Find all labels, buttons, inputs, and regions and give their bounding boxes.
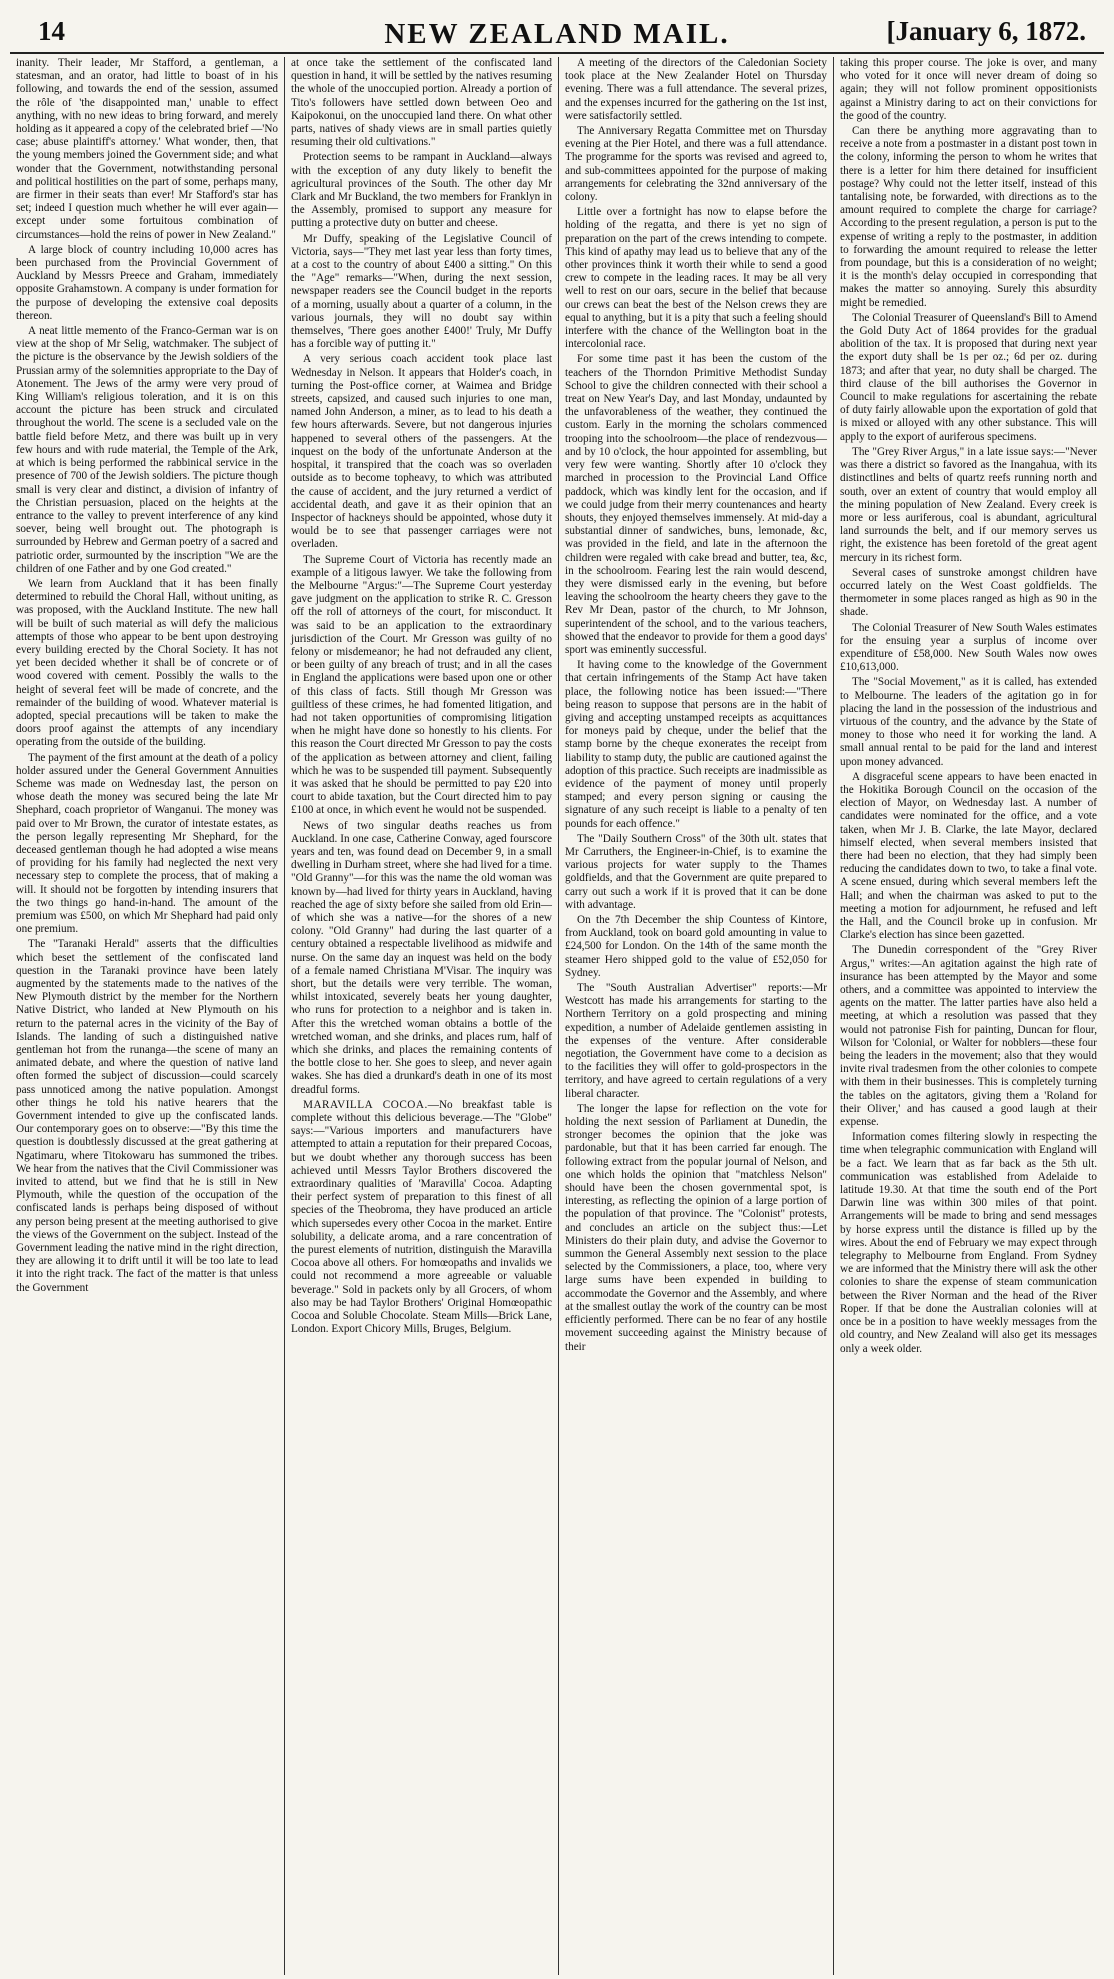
article-paragraph: Can there be anything more aggravating than to receive a note from a postmaster in a distant post town in the colony, informing the person to whom he writes that there is a letter for him there detained for insufficient postage? Why could not the letter itself, instead of this tantalising note, be forwarded, with directions as to the amount required to complete the charge for carriage? According to the present regulation, a person is put to the expense of writing a reply to the postmaster, in addition to forwarding the amount required to release the letter from poundage, but this is a consideration of no weight; it is the month's delay occupied in corresponding that makes the matter so annoying. Surely this absurdity might be remedied. (840, 125, 1097, 309)
article-paragraph: A meeting of the directors of the Caledonian Society took place at the New Zealander Hotel on Thursday evening. There was a full attendance. The several prizes, and the expenses incurred for the gathering on the 1st inst, were satisfactorily settled. (565, 57, 827, 122)
article-paragraph: On the 7th December the ship Countess of Kintore, from Auckland, took on board gold amounting in value to £24,500 for London. On the 14th of the same month the steamer Hero shipped gold to the value of £52,050 for Sydney. (565, 914, 827, 979)
notice-heading: MARAVILLA COCOA. (303, 1098, 428, 1111)
column-4 (833, 57, 1103, 1975)
notice-text: —No breakfast table is complete without this delicious beverage.—The "Globe" says:—"Various importers and manufacturers have attempted to attain a reputation for their prepared Cocoas, but we doubt whether any thorough success has been achieved until Messrs Taylor Brothers discovered the extraordinary qualities of 'Maravilla' Cocoa. Adapting their perfect system of preparation to this finest of all species of the Theobroma, they have produced an article which supersedes every other Cocoa in the market. Entire solubility, a delicate aroma, and a rare concentration of the purest elements of nutrition, distinguish the Maravilla Cocoa above all others. For homœopaths and invalids we could not recommend a more agreeable or valuable beverage." Sold in packets only by all Grocers, of whom also may be had Taylor Brothers' Original Homœopathic Cocoa and Soluble Chocolate. Steam Mills—Brick Lane, London. Export Chicory Mills, Bruges, Belgium. (291, 1098, 552, 1336)
article-paragraph: at once take the settlement of the confiscated land question in hand, it will be settled by the natives resuming the whole of the unoccupied portion. Already a portion of Tito's followers have settled down between Oeo and Kaipokonui, on the unoccupied land there. On what other parts, natives of shady views are in small parties quietly resuming their old cultivations." (291, 57, 552, 149)
newspaper-title: NEW ZEALAND MAIL. (384, 18, 730, 50)
article-paragraph: taking this proper course. The joke is over, and many who voted for it once will never dream of doing so again; they will not follow prominent oppositionists against a Ministry daring to act on their convictions for the good of the country. (840, 57, 1097, 122)
article-paragraph: News of two singular deaths reaches us from Auckland. In one case, Catherine Conway, aged fourscore years and ten, was found dead on December 9, in a small dwelling in Durham street, where she had lived for a time. "Old Granny"—for this was the name the old woman was known by—had lived for thirty years in Auckland, having reached the age of sixty before she sailed from old Erin—of which she was a native—for the shores of a new colony. "Old Granny" had during the last quarter of a century obtained a respectable livelihood as midwife and nurse. On the same day an inquest was held on the body of a female named Christiana M'Visar. The inquiry was short, but the details were very terrible. The woman, whilst intoxicated, severely beats her young daughter, who runs for protection to a neighbor and is taken in. After this the wretched woman obtains a bottle of the wretched woman, and she drinks, and places rum, half of which she drinks, and places the remaining contents of the bottle close to her. She goes to sleep, and never again wakes. She has died a drunkard's death in one of its most dreadful forms. (291, 819, 552, 1096)
article-paragraph: The "Daily Southern Cross" of the 30th ult. states that Mr Carruthers, the Engineer-in-Chief, is to examine the various projects for water supply to the Thames goldfields, and that the Government are quite prepared to carry out such a work if it is proved that it can be done with advantage. (565, 832, 827, 911)
column-3 (558, 57, 833, 1975)
article-paragraph: Protection seems to be rampant in Auckland—always with the exception of any duty likely to benefit the agricultural provinces of the South. The other day Mr Clark and Mr Buckland, the two members for Franklyn in the Assembly, promised to support any measure for putting a protective duty on butter and cheese. (291, 151, 552, 230)
article-paragraph: The "Taranaki Herald" asserts that the difficulties which beset the settlement of the confiscated land question in the Taranaki province have been lately augmented by the statements made to the natives of the New Plymouth district by the member for the Northern Native District, who landed at New Plymouth on his return to the paternal acres in the vicinity of the Bay of Islands. The landing of such a distinguished native gentleman hot from the runanga—the scene of many an animated debate, and where the question of native land often formed the subject of discussion—could scarcely pass unnoticed among the native population. Amongst other things he told his native hearers that the Government intended to give up the confiscated lands. Our contemporary goes on to observe:—"By this time the question is doubtlessly discussed at the great gathering at Ngatimaru, where Titokowaru has summoned the tribes. We hear from the natives that the Civil Commissioner was invited to attend, but we find that he is still in New Plymouth, while the question of the occupation of the confiscated lands is perhaps being disposed of without any person being present at the meeting authorised to give the views of the Government on the subject. Instead of the Government leading the native mind in the right direction, they are allowing it to drift until it will be too late to lead it into the right track. The fact of the matter is that unless the Government (16, 938, 278, 1294)
article-paragraph: The longer the lapse for reflection on the vote for holding the next session of Parliament at Dunedin, the stronger becomes the opinion that the joke was pardonable, but that it has been carried far enough. The following extract from the popular journal of Nelson, and one which holds the opinion that "matchless Nelson" should have been the chosen governmental spot, is interesting, as reflecting the opinion of a large portion of the population of that province. The "Colonist" protests, and concludes an article on the subject thus:—Let Ministers do their plain duty, and advise the Governor to summon the General Assembly next session to the place selected by the Commissioners, a place, too, where very large sums have been expended in building to accommodate the Governor and the Assembly, and where at the smallest outlay the work of the country can be most efficiently performed. There can be no fear of any hostile movement succeeding against the Ministry because of their (565, 1102, 827, 1353)
column-1 (10, 57, 284, 1975)
masthead (10, 12, 1104, 54)
article-paragraph: A neat little memento of the Franco-German war is on view at the shop of Mr Selig, watchmaker. The subject of the picture is the observance by the Jewish soldiers of the Prussian army of the solemnities appropriate to the Day of Atonement. The Jews of the army were very proud of King William's religious toleration, and it is on this account the picture has been struck and circulated throughout the world. The scene is a secluded vale on the battle field before Metz, and there was built up in very few hours and with rude material, the Temple of the Ark, at which is being performed the rabbinical service in the presence of 700 of the Jewish soldiers. The picture though small is very clear and distinct, a division of infantry of the Christian persuasion, placed on the heights at the entrance to the valley to prevent interference of any kind soever, being well brought out. The photograph is surrounded by Hebrew and German poetry of a sacred and patriotic order, surmounted by the inscription "We are the children of one Father and by one God created." (16, 325, 278, 575)
article-paragraph: The Supreme Court of Victoria has recently made an example of a litigous lawyer. We take the following from the Melbourne "Argus:"—The Supreme Court yesterday gave judgment on the application to strike R. C. Gresson off the roll of attorneys of the court, for misconduct. It was said to be an application to the extraordinary jurisdiction of the Court. Mr Gresson was guilty of no felony or misdemeanor; he had not defrauded any client, or been guilty of any breach of trust; and in all the cases in England the applications were based upon one or other of this class of facts. Still though Mr Gresson was guiltless of these crimes, he had fomented litigation, and had not taken opportunities of compromising litigation when he might have done so honestly to his clients. For this reason the Court directed Mr Gresson to pay the costs of the application as between attorney and client, failing which he was to be suspended till payment. Subsequently it was asked that he should be permitted to pay £20 into court to abide taxation, but the Court directed him to pay £100 at once, in which event he would not be suspended. (291, 553, 552, 817)
article-paragraph: Little over a fortnight has now to elapse before the holding of the regatta, and there is yet no sign of preparation on the part of the crews intending to compete. This kind of apathy may lead us to believe that any of the other provinces think it worth their while to send a good crew to compete in the leading races. It may be all very well to rest on our oars, secure in the belief that because our crews can beat the best of the Nelson crews they are equal to anything, but it is a pity that such a feeling should interfere with the chance of the Wellington boat in the intercolonial race. (565, 206, 827, 351)
article-paragraph: We learn from Auckland that it has been finally determined to rebuild the Choral Hall, without uniting, as was proposed, with the Auckland Institute. The new hall will be built of such material as will defy the malicious attempts of those who appear to be bent upon destroying every building erected by the Choral Society. It has not yet been decided whether it shall be of concrete or of wood covered with cement. Possibly the walls to the height of several feet will be made of concrete, and the remainder of the building of wood. Whatever material is adopted, special precautions will be taken to make the doors proof against the attempts of any incendiary operating from the outside of the building. (16, 577, 278, 749)
issue-date: [January 6, 1872. (886, 16, 1086, 46)
article-paragraph: Several cases of sunstroke amongst children have occurred lately on the West Coast goldfields. The thermometer in some places ranged as high as 90 in the shade. (840, 566, 1097, 619)
article-paragraph: The Dunedin correspondent of the "Grey River Argus," writes:—An agitation against the high rate of insurance has been attempted by the Mayor and some others, and a committee was appointed to interview the agents on the matter. The latter parties have also held a meeting, at which a resolution was passed that they would not patronise Fish for painting, Duncan for flour, Wilson for 'Colonial, or Walter for nobblers—these four being the leaders in the movement; also that they would invite rival tradesmen from the other colonies to compete with them in their businesses. This is completely turning the tables on the agitators, giving them a 'Roland for their Oliver,' and has caused a good laugh at their expense. (840, 944, 1097, 1129)
article-paragraph: Mr Duffy, speaking of the Legislative Council of Victoria, says—"They met last year less than forty times, at a cost to the country of about £400 a sitting." On this the "Age" remarks—"When, during the next session, newspaper readers see the Council budget in the reports of a morning, usually about a quarter of a column, in the various journals, they will no doubt say within themselves, 'There goes another £400!' Truly, Mr Duffy has a forcible way of putting it." (291, 232, 552, 351)
columns (10, 57, 1104, 1975)
article-paragraph: The "Grey River Argus," in a late issue says:—"Never was there a district so favored as the Inangahua, with its distinctlines and belts of quartz reefs running north and south, over an extent of country that would employ all the mining population of New Zealand. Every creek is more or less auriferous, coal is abundant, agricultural land surrounds the belt, and if our memory serves us right, the existence has been foretold of the great agent mercury in its richest form. (840, 445, 1097, 564)
article-paragraph: inanity. Their leader, Mr Stafford, a gentleman, a statesman, and an orator, had little to boast of in his following, and towards the end of the session, assumed the rôle of 'the disappointed man,' unable to effect anything, with no new ideas to bring forward, and merely holding as it appeared a copy of the celebrated brief —'No case; abuse plaintiff's attorney.' What wonder, then, that the young members joined the Government side; and what wonder that the Government, notwithstanding personal and political hostilities on the part of some, perhaps many, are firmer in their seats than ever! Mr Stafford's star has set; indeed I question much whether he will ever again—except under some fortuitous combination of circumstances—hold the reins of power in New Zealand." (16, 57, 278, 241)
article-paragraph: A large block of country including 10,000 acres has been purchased from the Provincial Government of Auckland by Messrs Preece and Graham, immediately opposite Grahamstown. A company is under formation for the purpose of developing the extensive coal deposits thereon. (16, 243, 278, 322)
page-number: 14 (38, 16, 65, 46)
article-paragraph: The "Social Movement," as it is called, has extended to Melbourne. The leaders of the agitation go in for placing the land in the possession of the industrious and virtuous of the country, and the advance by the State of money to those who need it for working the land. A small annual rental to be paid for the land and interest upon money advanced. (840, 676, 1097, 768)
article-paragraph: A very serious coach accident took place last Wednesday in Nelson. It appears that Holder's coach, in turning the Post-office corner, at Waimea and Bridge streets, capsized, and caused such injuries to one man, named John Anderson, a miner, as to lead to his death a few hours afterwards. Severe, but not dangerous injuries happened to several others of the passengers. At the inquest on the body of the unfortunate Anderson at the hospital, it transpired that the coach was so overladen outside as to become topheavy, to which was attributed the cause of accident, and the jury returned a verdict of accidental death, and gave it as their opinion that an Inspector of hackneys should be appointed, whose duty it would be to see that passenger carriages were not overladen. (291, 353, 552, 551)
article-paragraph: The payment of the first amount at the death of a policy holder assured under the General Government Annuities Scheme was made on Wednesday last, the person on whose death the money was secured being the late Mr Shephard, coach proprietor of Wanganui. The money was paid over to Mr Brown, the curator of intestate estates, as the person legally representing Mr Shephard, for the deceased gentleman though he had adopted a wise means of providing for his family had neglected the next very necessary step to complete the process, that of making a will. It should not be forgotten by intending insurers that the two things go hand-in-hand. The amount of the premium was £500, on which Mr Shephard had paid only one premium. (16, 751, 278, 936)
article-paragraph: It having come to the knowledge of the Government that certain infringements of the Stamp Act have taken place, the following notice has been issued:—"There being reason to suppose that persons are in the habit of giving and accepting unstamped receipts as acquittances for moneys paid by cheque, under the belief that the stamp borne by the cheque exonerates the receipt from liability to stamp duty, the public are cautioned against the adoption of this practice. Such receipts are inadmissible as evidence of the payment of money until properly stamped; and every person signing or causing the signature of any such receipt is liable to a penalty of ten pounds for each offence." (565, 659, 827, 830)
article-paragraph: The "South Australian Advertiser" reports:—Mr Westcott has made his arrangements for starting to the Northern Territory on a gold prospecting and mining expedition, a number of Adelaide gentlemen assisting in the expenses of the venture. After considerable negotiation, the Government have come to a decision as to the facilities they will offer to gold-prospectors in the territory, and have agreed to certain regulations of a very liberal character. (565, 982, 827, 1100)
article-paragraph: The Colonial Treasurer of Queensland's Bill to Amend the Gold Duty Act of 1864 provides for the gradual abolition of the tax. It is proposed that during next year the export duty shall be 1s per oz.; 6d per oz. during 1873; and after that year, no duty shall be charged. The third clause of the bill authorises the Governor in Council to make regulations for ascertaining the rebate of duty fairly allowable upon the exportation of gold that is mixed or alloyed with any other substance. This will apply to the export of auriferous specimens. (840, 311, 1097, 443)
article-paragraph: Information comes filtering slowly in respecting the time when telegraphic communication with England will be a fact. We learn that as far back as the 5th ult. communication was established from Adelaide to latitude 19.30. At that time the south end of the Port Darwin line was within 300 miles of that point. Arrangements will be made to bring and send messages by horse express until the distance is filled up by the wires. About the end of February we may expect through telegraphy to Melbourne from England. From Sydney we are informed that the Ministry there will ask the other colonies to share the expense of steam communication between the River Norman and the head of the River Roper. If that be done the Australian colonies will at once be in a position to have weekly messages from the old country, and New Zealand will also get its messages only a week older. (840, 1131, 1097, 1355)
column-2 (284, 57, 558, 1975)
article-paragraph: For some time past it has been the custom of the teachers of the Thorndon Primitive Methodist Sunday School to give the children connected with their school a treat on New Year's Day, and last Monday, undaunted by the unfavorableness of the weather, they continued the custom. Early in the morning the scholars commenced trooping into the schoolroom—the place of rendezvous—and by 10 o'clock, the hour appointed for assembling, but very few were wanting. Shortly after 10 o'clock they marched in procession to the Provincial Land Office paddock, which was kindly lent for the occasion, and if we could judge from their merry countenances and hearty shouts, they enjoyed themselves immensely. At mid-day a substantial dinner of sandwiches, buns, lemonade, &c, was provided in the field, and late in the afternoon the children were regaled with cake bread and butter, tea, &c, in the schoolroom. Fearing lest the rain would descend, they were dismissed early in the evening, but before leaving the schoolroom the hearty cheers they gave to the Rev Mr Dean, pastor of the church, to Mr Johnson, superintendent of the school, and to the various teachers, showed that the endeavor to provide for them a good days' sport was eminently successful. (565, 353, 827, 656)
article-paragraph: A disgraceful scene appears to have been enacted in the Hokitika Borough Council on the occasion of the election of Mayor, on Wednesday last. A number of candidates were nominated for the office, and a vote taken, when Mr J. B. Clarke, the late Mayor, declared himself elected, when several members insisted that there had been no election, that they had simply been reducing the candidates down to two, to take a final vote. A scene ensued, during which several members left the Hall; and when the chairman was asked to put to the meeting a motion for adjournment, he refused and left the Hall, and the Council broke up in confusion. Mr Clarke's election has since been gazetted. (840, 770, 1097, 942)
article-paragraph: The Anniversary Regatta Committee met on Thursday evening at the Pier Hotel, and there was a full attendance. The programme for the sports was revised and agreed to, and sub-committees appointed for the purpose of making arrangements for celebrating the 32nd anniversary of the colony. (565, 125, 827, 204)
article-paragraph: The Colonial Treasurer of New South Wales estimates for the ensuing year a surplus of income over expenditure of £58,000. New South Wales now owes £10,613,000. (840, 621, 1097, 674)
advertisement-notice (291, 1099, 552, 1337)
